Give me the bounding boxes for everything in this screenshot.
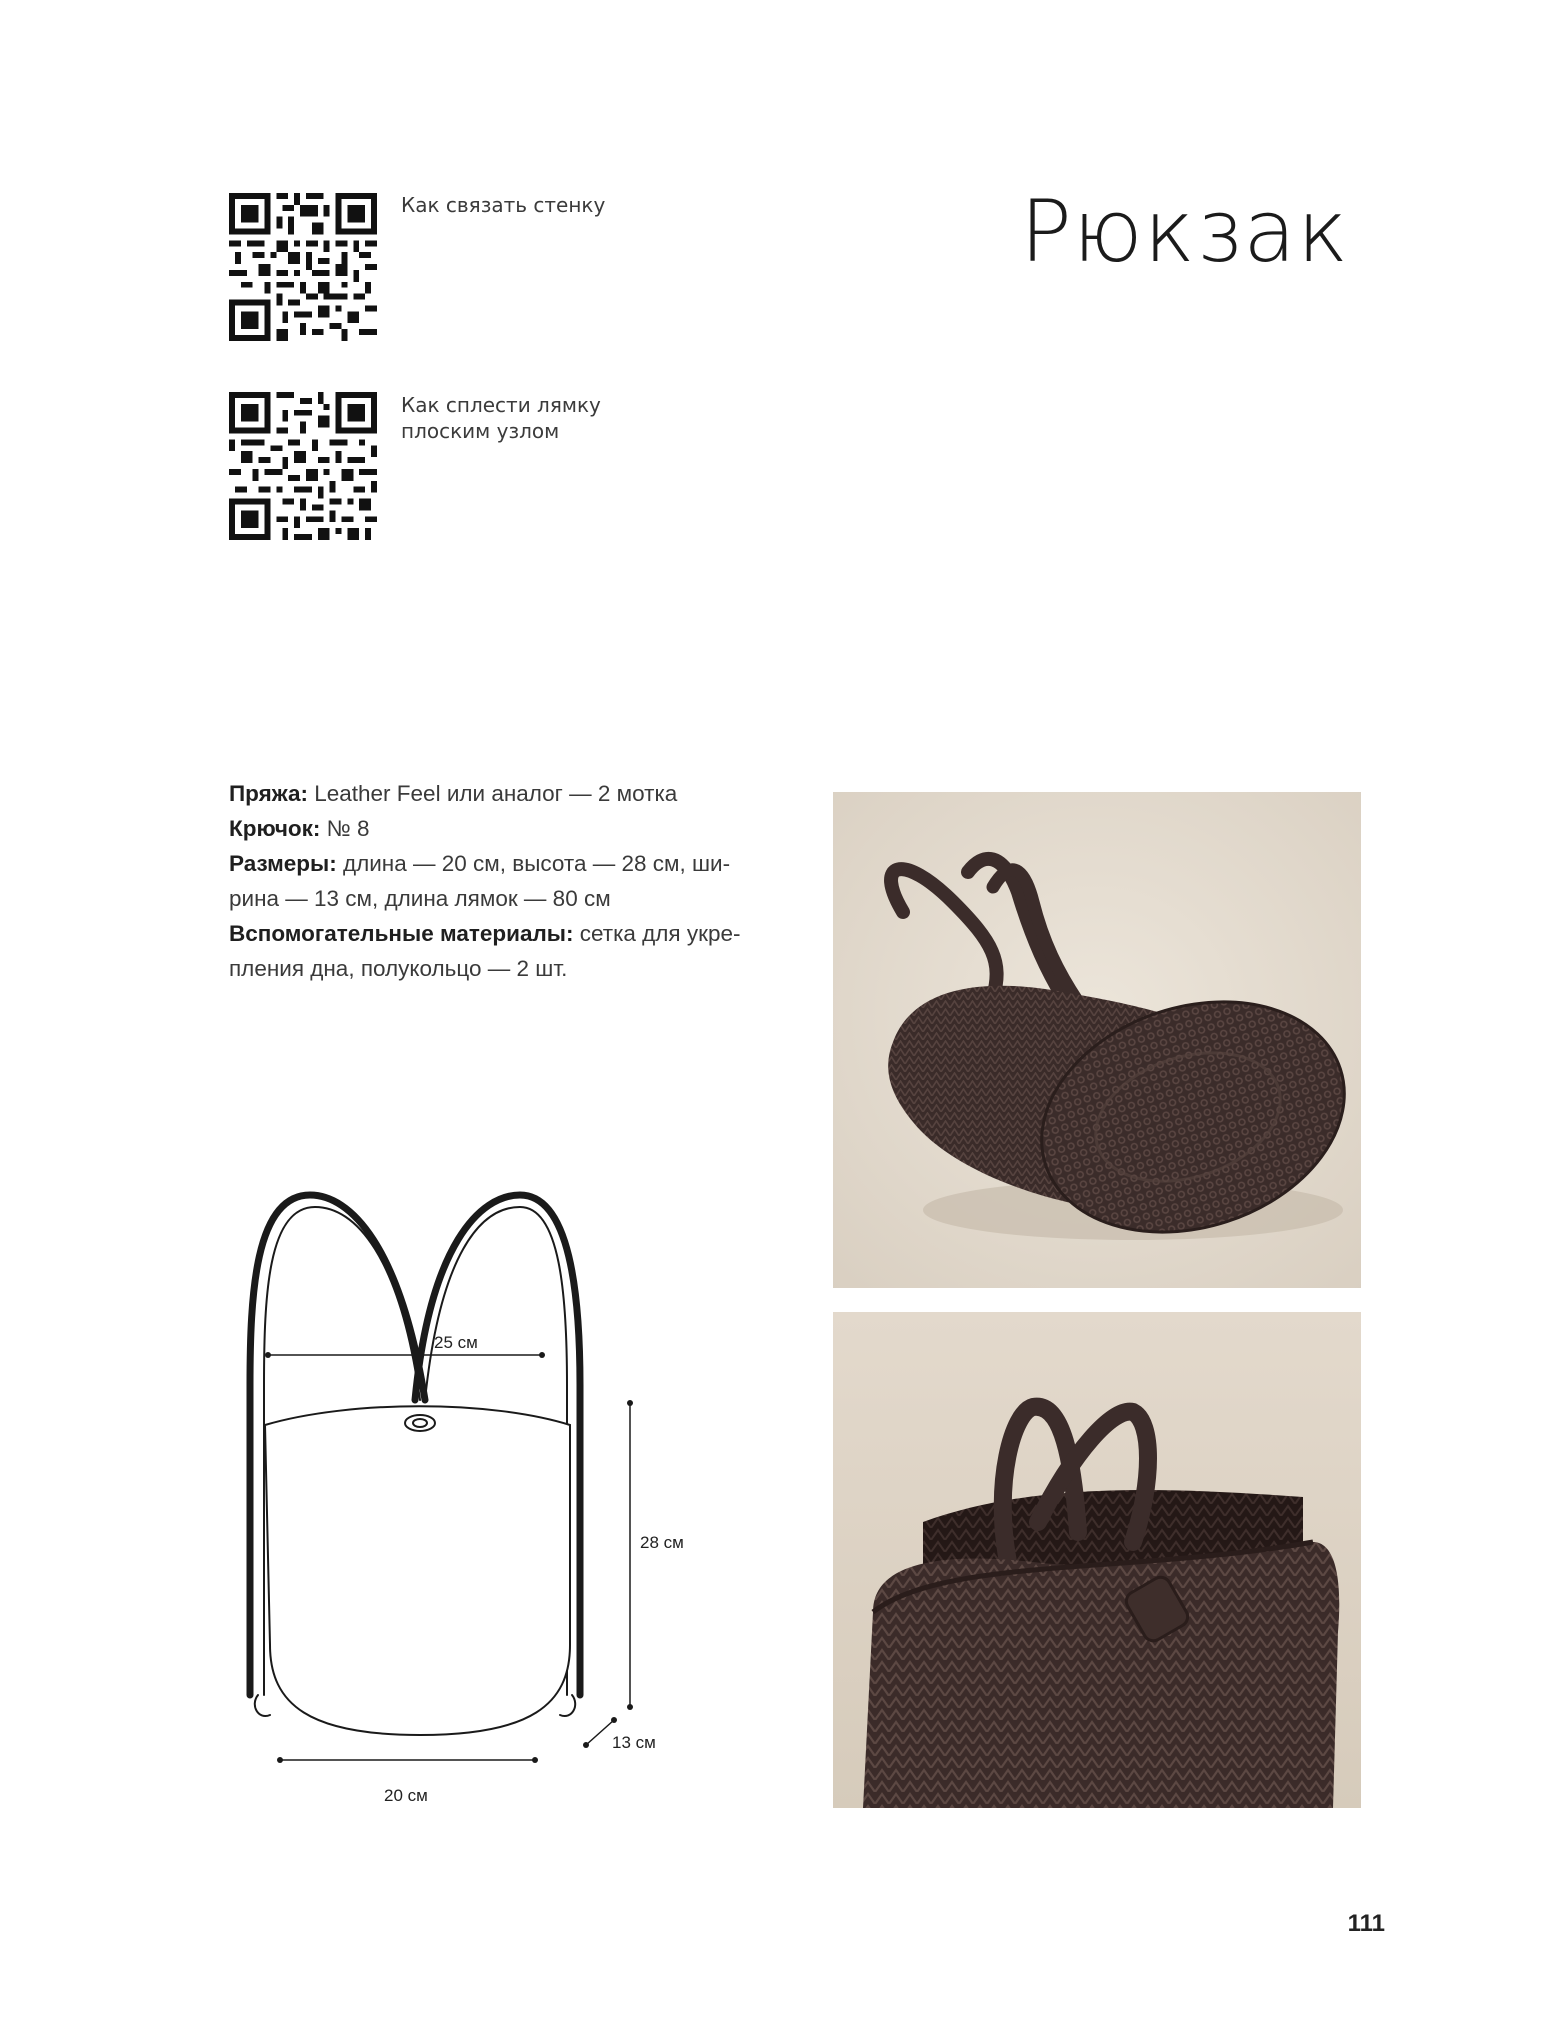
spec-sizes-cont: рина — 13 см, длина лямок — 80 см [229, 886, 611, 911]
page-title: Рюкзак [1020, 182, 1350, 282]
backpack-closeup-illustration [833, 1312, 1361, 1808]
spec-aux-label: Вспомогательные материалы: [229, 921, 574, 946]
qr-caption-strap-line2: плоским узлом [401, 419, 560, 443]
qr-caption-strap-line1: Как сплести лямку [401, 393, 601, 417]
dim-height: 28 см [640, 1533, 684, 1552]
spec-sizes-label: Размеры: [229, 851, 337, 876]
spec-yarn [229, 776, 769, 811]
dim-width-top: 25 см [434, 1333, 478, 1352]
qr-caption-wall: Как связать стенку [401, 193, 606, 217]
photo-backpack-side [833, 792, 1361, 1288]
backpack-outline-icon [230, 1185, 690, 1785]
qr-code-icon [229, 392, 377, 540]
qr-code-icon [229, 193, 377, 341]
qr-caption-strap [401, 392, 661, 444]
specs-block [229, 776, 769, 986]
dim-width-bottom: 20 см [384, 1786, 428, 1805]
spec-sizes [229, 846, 769, 881]
qr-code-wall[interactable] [229, 193, 377, 341]
spec-aux-value-1: сетка для укре- [573, 921, 741, 946]
spec-yarn-value: Leather Feel или аналог — 2 мотка [307, 781, 678, 806]
spec-aux-cont: пления дна, полукольцо — 2 шт. [229, 956, 568, 981]
spec-aux [229, 916, 769, 951]
backpack-diagram [230, 1185, 690, 1785]
qr-code-strap[interactable] [229, 392, 377, 540]
spec-yarn-label: Пряжа: [229, 781, 308, 806]
backpack-side-illustration [833, 792, 1361, 1288]
spec-sizes-value-1: длина — 20 см, высота — 28 см, ши- [336, 851, 731, 876]
spec-hook [229, 811, 769, 846]
spec-hook-value: № 8 [320, 816, 370, 841]
page-number: 111 [1347, 1910, 1385, 1937]
spec-hook-label: Крючок: [229, 816, 321, 841]
dim-depth: 13 см [612, 1733, 656, 1752]
photo-backpack-closeup [833, 1312, 1361, 1808]
